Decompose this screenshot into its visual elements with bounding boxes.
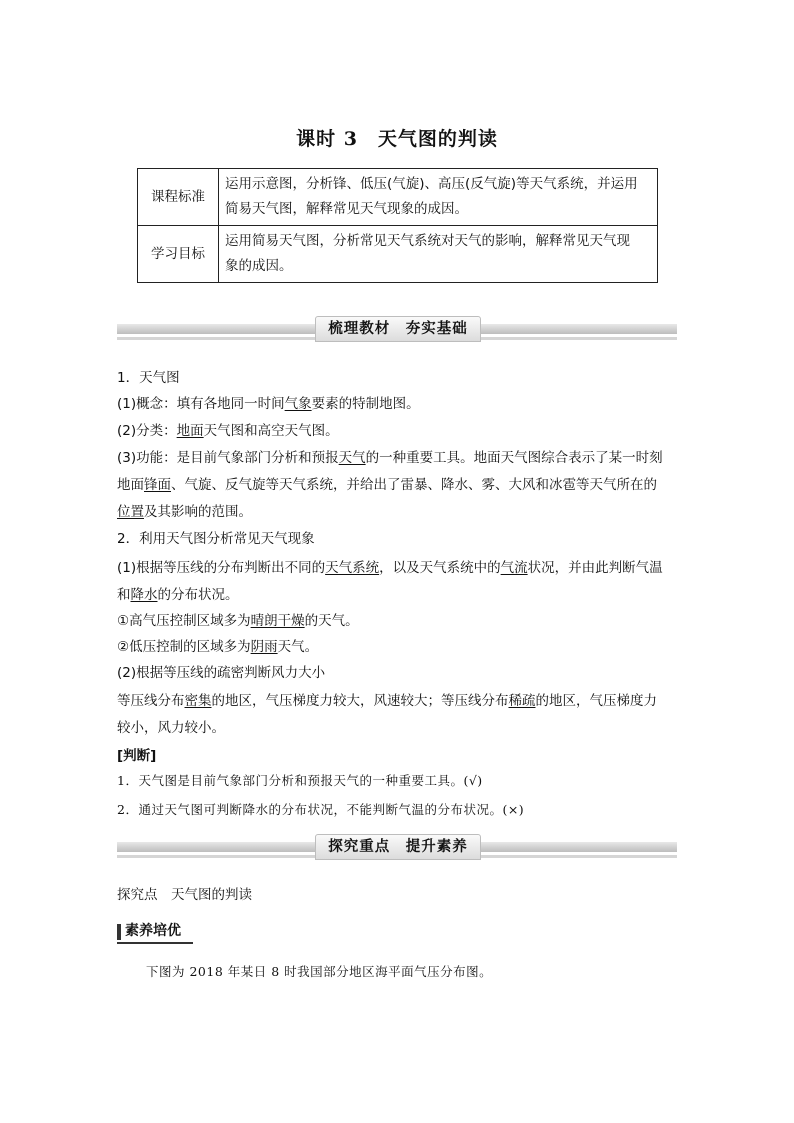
standard-line: 运用示意图，分析锋、低压(气旋)、高压(反气旋)等天气系统，并运用 (225, 176, 638, 192)
table-row (138, 169, 658, 226)
paragraph: (1)概念：填有各地同一时间气象要素的特制地图。 (117, 396, 420, 412)
paragraph: (2)根据等压线的疏密判断风力大小 (117, 665, 326, 681)
section-title: 梳理教材 夯实基础 (315, 316, 481, 342)
explore-heading: 探究点 天气图的判读 (117, 887, 252, 903)
literacy-tag (117, 920, 193, 942)
standard-value (219, 169, 658, 226)
heading: 1．天气图 (117, 370, 180, 386)
paragraph: 位置及其影响的范围。 (117, 504, 252, 520)
paragraph: 等压线分布密集的地区，气压梯度力较大，风速较大；等压线分布稀疏的地区，气压梯度力 (117, 693, 657, 709)
section-banner (117, 316, 677, 342)
judge-item: 2．通过天气图可判断降水的分布状况，不能判断气温的分布状况。(×) (117, 802, 525, 817)
paragraph: ②低压控制的区域多为阴雨天气。 (117, 639, 319, 655)
paragraph: (2)分类：地面天气图和高空天气图。 (117, 423, 339, 439)
heading: 2．利用天气图分析常见天气现象 (117, 531, 315, 547)
table-row (138, 226, 658, 283)
judge-item: 1．天气图是目前气象部门分析和预报天气的一种重要工具。(√) (117, 773, 483, 788)
standards-table (137, 168, 658, 283)
page-title: 课时 3 天气图的判读 (296, 128, 498, 150)
paragraph: ①高气压控制区域多为晴朗干燥的天气。 (117, 613, 359, 629)
standard-line: 运用简易天气图，分析常见天气系统对天气的影响，解释常见天气现 (225, 233, 630, 249)
standard-line: 象的成因。 (225, 258, 293, 274)
paragraph: 地面锋面、气旋、反气旋等天气系统，并给出了雷暴、降水、雾、大风和冰雹等天气所在的 (117, 477, 657, 493)
standard-value (219, 226, 658, 283)
standard-key: 课程标准 (138, 169, 219, 226)
paragraph: (1)根据等压线的分布判断出不同的天气系统，以及天气系统中的气流状况，并由此判断气温 (117, 560, 663, 576)
section-title: 探究重点 提升素养 (315, 834, 481, 860)
tag-label: 素养培优 (125, 923, 181, 939)
standard-key: 学习目标 (138, 226, 219, 283)
paragraph: (3)功能：是目前气象部门分析和预报天气的一种重要工具。地面天气图综合表示了某一时刻 (117, 450, 663, 466)
tag-bar-icon (117, 924, 121, 940)
section-banner (117, 834, 677, 860)
figure-caption: 下图为 2018 年某日 8 时我国部分地区海平面气压分布图。 (146, 964, 493, 979)
judge-label: [判断] (117, 748, 157, 764)
standard-line: 简易天气图，解释常见天气现象的成因。 (225, 201, 468, 217)
paragraph: 和降水的分布状况。 (117, 587, 239, 603)
paragraph: 较小，风力较小。 (117, 720, 225, 736)
